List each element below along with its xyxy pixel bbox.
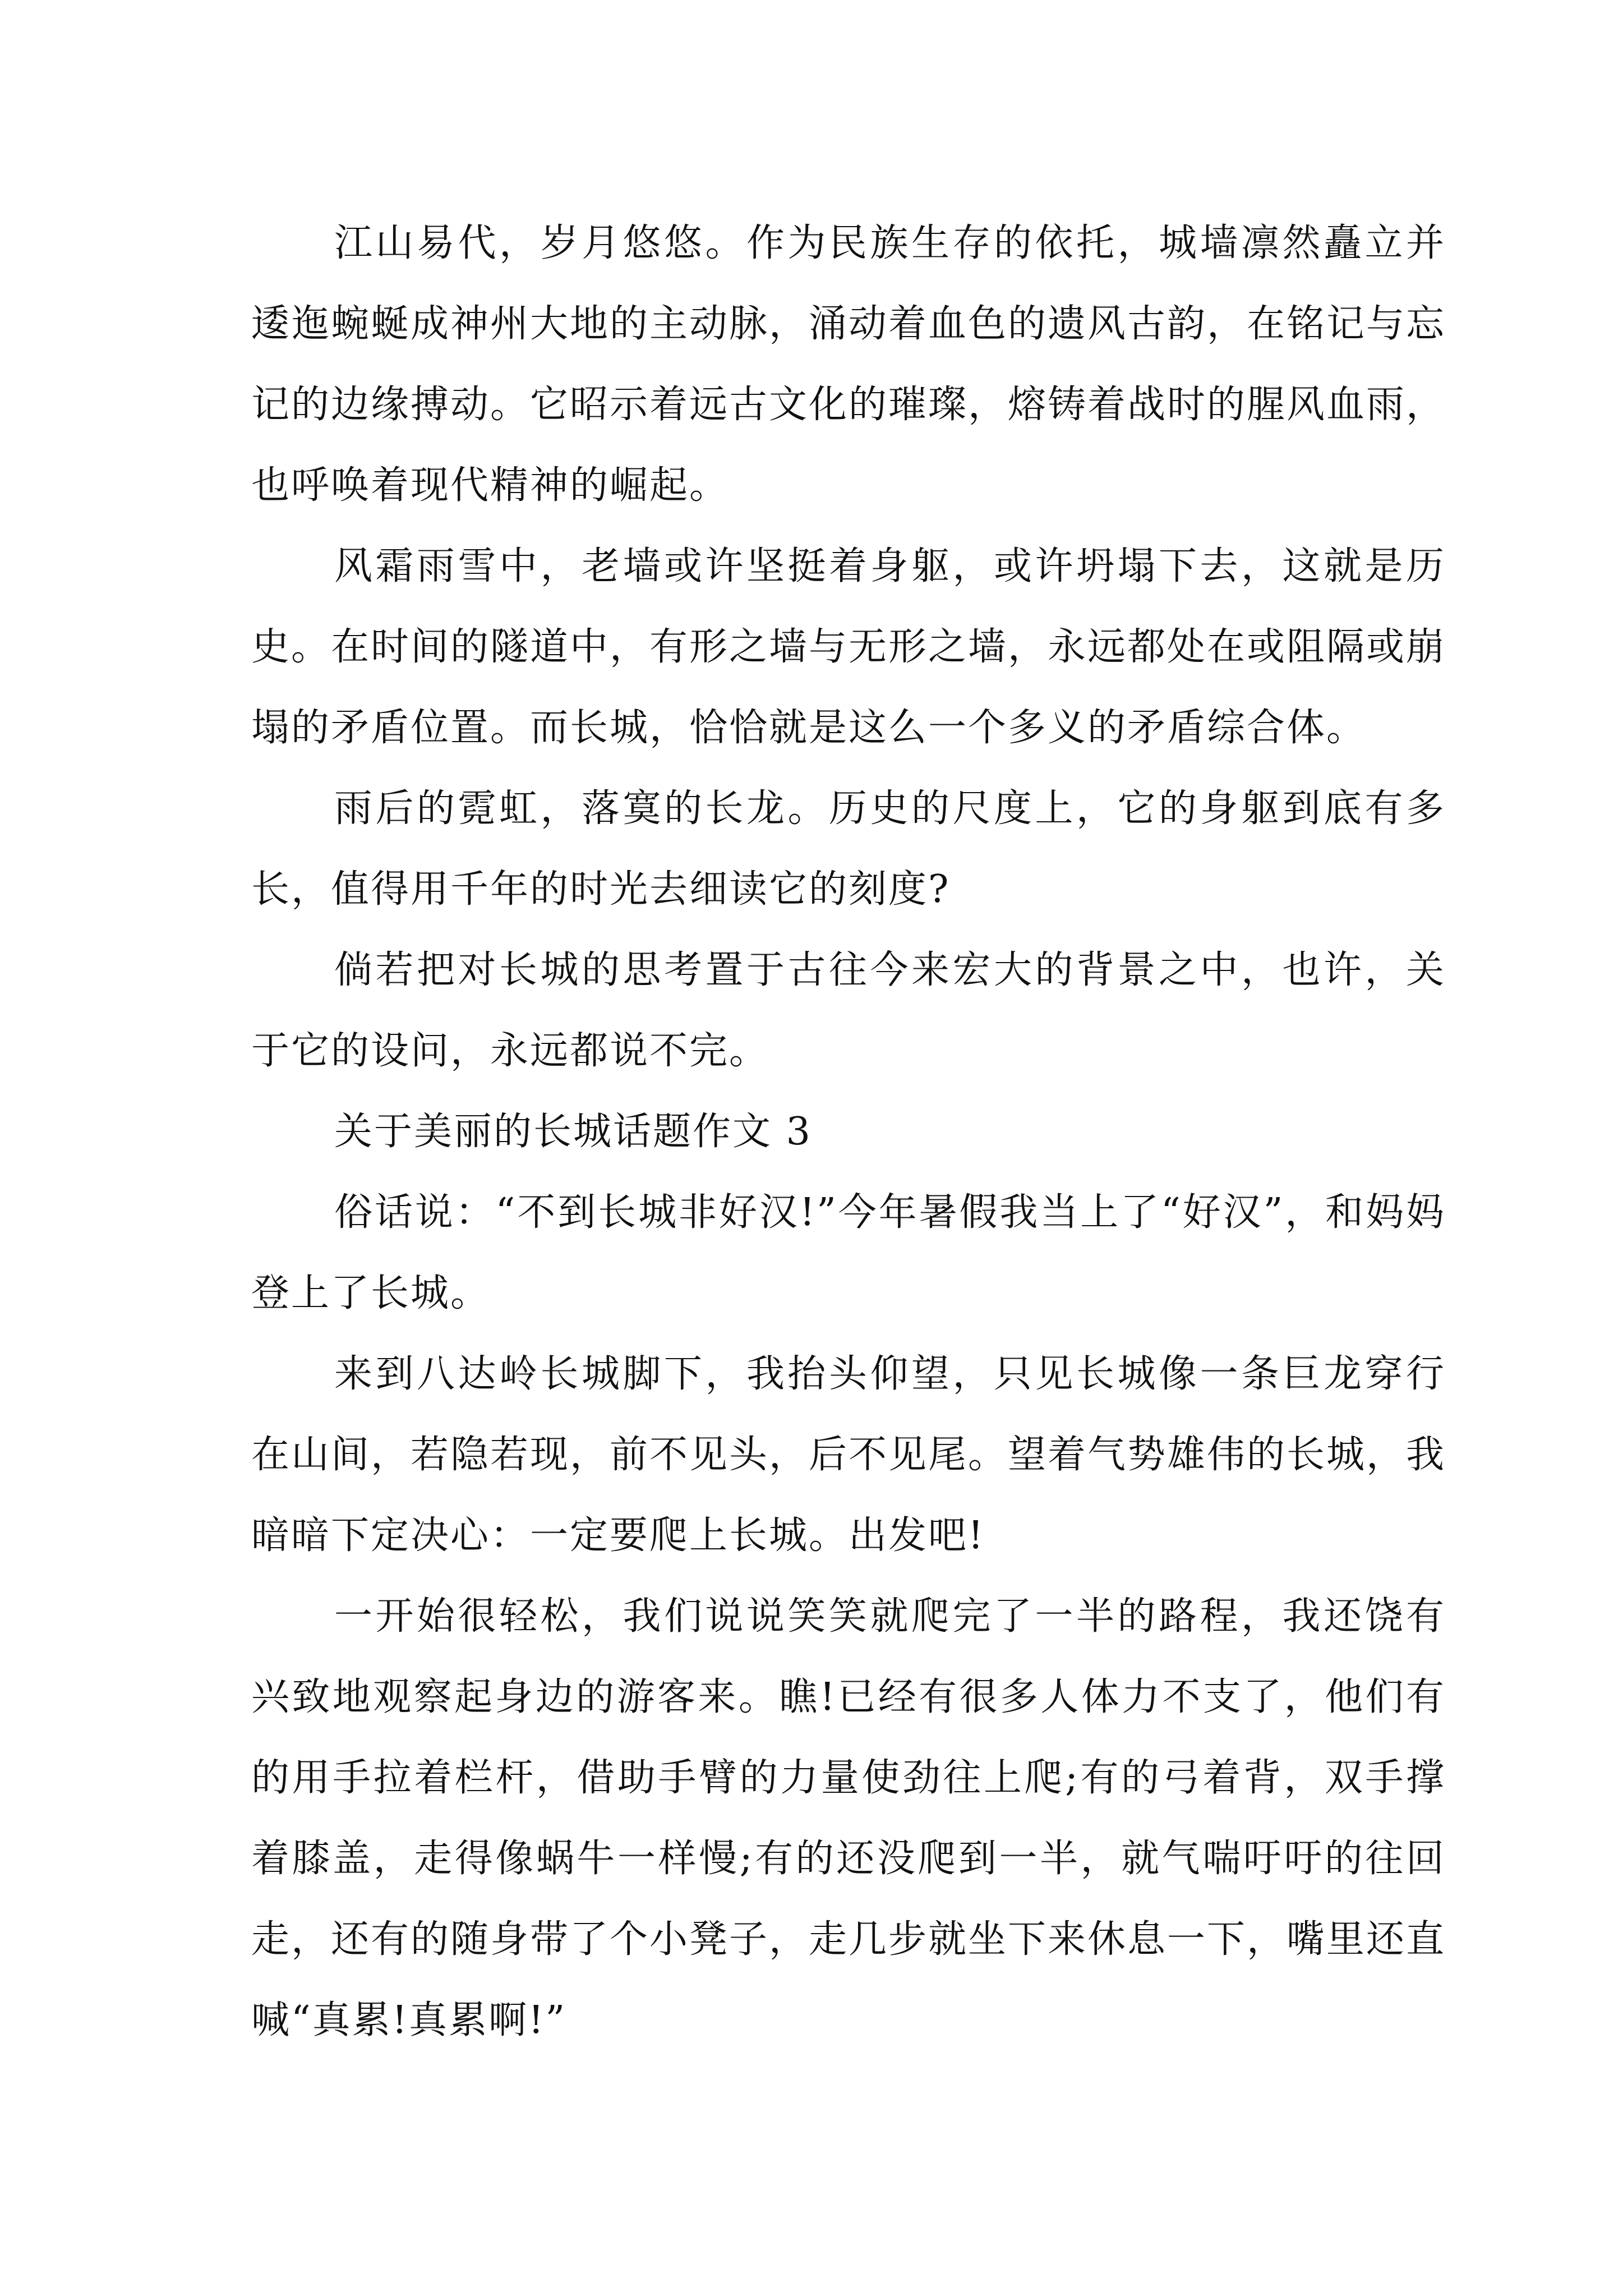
paragraph-old-wall: 风霜雨雪中，老墙或许坚挺着身躯，或许坍塌下去，这就是历史。在时间的隧道中，有形之墙与无形之墙，永远都处在或阻隔或崩塌的矛盾位置。而长城，恰恰就是这么一个多义的矛盾综合体。 (251, 544, 1446, 750)
paragraph-badaling: 来到八达岭长城脚下，我抬头仰望，只见长城像一条巨龙穿行在山间，若隐若现，前不见头，后不见尾。望着气势雄伟的长城，我暗暗下定决心：一定要爬上长城。出发吧! (251, 1352, 1446, 1558)
paragraph-reflection: 倘若把对长城的思考置于古往今来宏大的背景之中，也许，关于它的设问，永远都说不完。 (251, 948, 1446, 1073)
paragraph-great-wall-history: 江山易代，岁月悠悠。作为民族生存的依托，城墙凛然矗立并逶迤蜿蜒成神州大地的主动脉，涌动着血色的遗风古韵，在铭记与忘记的边缘搏动。它昭示着远古文化的璀璨，熔铸着战时的腥风血雨，也呼唤着现代精神的崛起。 (251, 221, 1446, 508)
paragraph-rainbow-dragon: 雨后的霓虹，落寞的长龙。历史的尺度上，它的身躯到底有多长，值得用千年的时光去细读它的刻度? (251, 786, 1446, 912)
document-body (251, 203, 1446, 2061)
paragraph-proverb: 俗话说：“不到长城非好汉!”今年暑假我当上了“好汉”，和妈妈登上了长城。 (251, 1190, 1446, 1315)
paragraph-climbing: 一开始很轻松，我们说说笑笑就爬完了一半的路程，我还饶有兴致地观察起身边的游客来。瞧!已经有很多人体力不支了，他们有的用手拉着栏杆，借助手臂的力量使劲往上爬;有的弓着背，双手撑着膝盖，走得像蜗牛一样慢;有的还没爬到一半，就气喘吁吁的往回走，还有的随身带了个小凳子，走几步就坐下来休息一下，嘴里还直喊“真累!真累啊!” (251, 1594, 1446, 2042)
essay-heading: 关于美丽的长城话题作文 3 (334, 1110, 812, 1154)
